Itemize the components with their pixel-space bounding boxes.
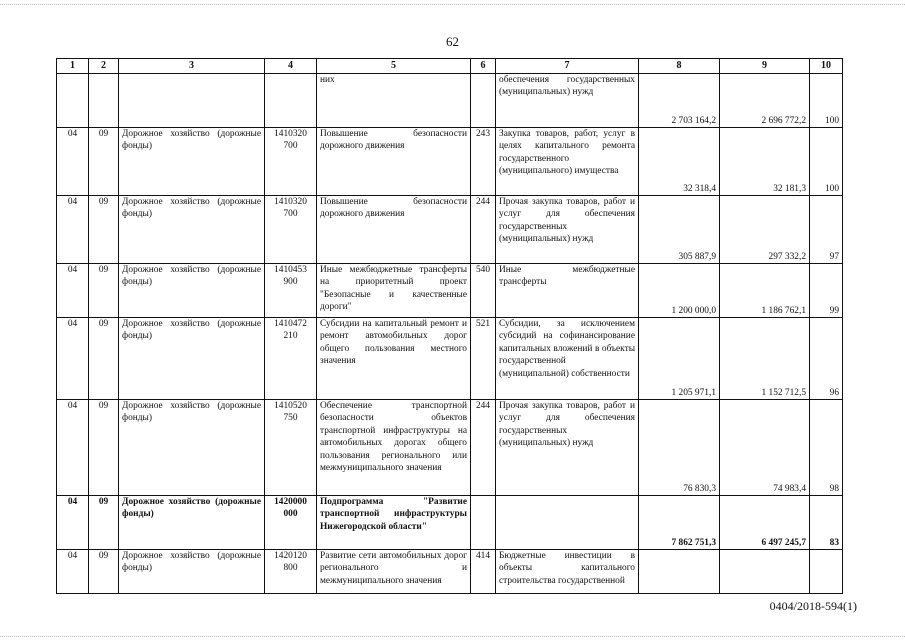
table-row [57,318,843,400]
cell-subsection: 09 [89,496,119,550]
cell-section: 04 [57,318,89,400]
cell-percent: 97 [810,196,843,264]
cell-plan-amount [639,550,720,594]
cell-expense-name: Субсидии, за исключением субсидий на софинансирование капитальных вложений в объекты государственной (муниципальной) собственности [496,318,639,400]
cell-expense-name: Прочая закупка товаров, работ и услуг для обеспечения государственных (муниципальных) нужд [496,400,639,496]
column-header: 9 [720,59,810,74]
cell-subsection [89,74,119,128]
table-row [57,128,843,196]
column-header: 6 [471,59,496,74]
cell-section-name: Дорожное хозяйство (дорожные фонды) [119,400,265,496]
cell-expense-type: 540 [471,264,496,318]
cell-section-name: Дорожное хозяйство (дорожные фонды) [119,318,265,400]
cell-target-name: них [317,74,471,128]
column-header: 5 [317,59,471,74]
document-code: 0404/2018-594(1) [769,599,857,613]
cell-target-code: 1410320 700 [265,196,317,264]
cell-target-code: 1410472 210 [265,318,317,400]
cell-percent: 100 [810,128,843,196]
cell-target-name: Обеспечение транспортной безопасности объектов транспортной инфраструктуры на автомобильных дорогах общего пользования регионального или межмуниципального значения [317,400,471,496]
cell-section-name: Дорожное хозяйство (дорожные фонды) [119,128,265,196]
cell-percent: 96 [810,318,843,400]
cell-plan-amount: 76 830,3 [639,400,720,496]
column-header: 10 [810,59,843,74]
cell-actual-amount: 1 152 712,5 [720,318,810,400]
cell-target-name: Подпрограмма "Развитие транспортной инфраструктуры Нижегородской области" [317,496,471,550]
scan-edge-bottom [0,636,905,637]
cell-target-name: Повышение безопасности дорожного движения [317,196,471,264]
cell-section [57,74,89,128]
cell-target-name: Иные межбюджетные трансферты на приоритетный проект "Безопасные и качественные дороги" [317,264,471,318]
cell-plan-amount: 1 200 000,0 [639,264,720,318]
scan-edge-top [0,4,905,5]
cell-expense-type: 243 [471,128,496,196]
cell-target-name: Повышение безопасности дорожного движения [317,128,471,196]
cell-actual-amount: 1 186 762,1 [720,264,810,318]
table-header-row [57,59,843,74]
cell-plan-amount: 1 205 971,1 [639,318,720,400]
column-header: 8 [639,59,720,74]
cell-expense-name: Бюджетные инвестиции в объекты капитального строительства государственной [496,550,639,594]
column-header: 3 [119,59,265,74]
table-body [57,74,843,594]
cell-target-code: 1410520 750 [265,400,317,496]
cell-percent [810,550,843,594]
column-header: 1 [57,59,89,74]
cell-actual-amount [720,550,810,594]
cell-actual-amount: 6 497 245,7 [720,496,810,550]
cell-expense-type: 244 [471,400,496,496]
cell-expense-name: Закупка товаров, работ, услуг в целях капитального ремонта государственного (муниципального) имущества [496,128,639,196]
cell-plan-amount: 2 703 164,2 [639,74,720,128]
cell-actual-amount: 2 696 772,2 [720,74,810,128]
cell-expense-type: 521 [471,318,496,400]
cell-section-name: Дорожное хозяйство (дорожные фонды) [119,496,265,550]
cell-target-code: 1410453 900 [265,264,317,318]
cell-actual-amount: 74 983,4 [720,400,810,496]
cell-subsection: 09 [89,264,119,318]
cell-expense-type: 414 [471,550,496,594]
cell-section: 04 [57,196,89,264]
cell-percent: 98 [810,400,843,496]
cell-plan-amount: 7 862 751,3 [639,496,720,550]
cell-target-name: Развитие сети автомобильных дорог регионального и межмуниципального значения [317,550,471,594]
table-row [57,496,843,550]
cell-percent: 100 [810,74,843,128]
cell-plan-amount: 32 318,4 [639,128,720,196]
cell-actual-amount: 32 181,3 [720,128,810,196]
cell-target-name: Субсидии на капитальный ремонт и ремонт автомобильных дорог общего пользования местного значения [317,318,471,400]
cell-actual-amount: 297 332,2 [720,196,810,264]
table-row [57,264,843,318]
cell-subsection: 09 [89,400,119,496]
cell-expense-name: Иные межбюджетные трансферты [496,264,639,318]
table-row [57,74,843,128]
cell-target-code: 1420000 000 [265,496,317,550]
cell-percent: 83 [810,496,843,550]
cell-subsection: 09 [89,318,119,400]
cell-target-code: 1420120 800 [265,550,317,594]
cell-target-code: 1410320 700 [265,128,317,196]
table-row [57,550,843,594]
cell-subsection: 09 [89,550,119,594]
cell-section: 04 [57,496,89,550]
budget-table [56,58,843,594]
cell-expense-type: 244 [471,196,496,264]
cell-plan-amount: 305 887,9 [639,196,720,264]
cell-section: 04 [57,128,89,196]
cell-expense-type [471,496,496,550]
cell-section-name: Дорожное хозяйство (дорожные фонды) [119,196,265,264]
cell-section-name [119,74,265,128]
column-header: 4 [265,59,317,74]
column-header: 2 [89,59,119,74]
cell-expense-name: обеспечения государственных (муниципальных) нужд [496,74,639,128]
table-row [57,196,843,264]
cell-section: 04 [57,550,89,594]
cell-expense-type [471,74,496,128]
cell-subsection: 09 [89,196,119,264]
column-header: 7 [496,59,639,74]
cell-section: 04 [57,400,89,496]
cell-subsection: 09 [89,128,119,196]
page-number: 62 [446,34,459,49]
cell-section-name: Дорожное хозяйство (дорожные фонды) [119,264,265,318]
cell-expense-name: Прочая закупка товаров, работ и услуг для обеспечения государственных (муниципальных) нужд [496,196,639,264]
cell-section-name: Дорожное хозяйство (дорожные фонды) [119,550,265,594]
cell-section: 04 [57,264,89,318]
cell-percent: 99 [810,264,843,318]
cell-expense-name [496,496,639,550]
cell-target-code [265,74,317,128]
table-row [57,400,843,496]
